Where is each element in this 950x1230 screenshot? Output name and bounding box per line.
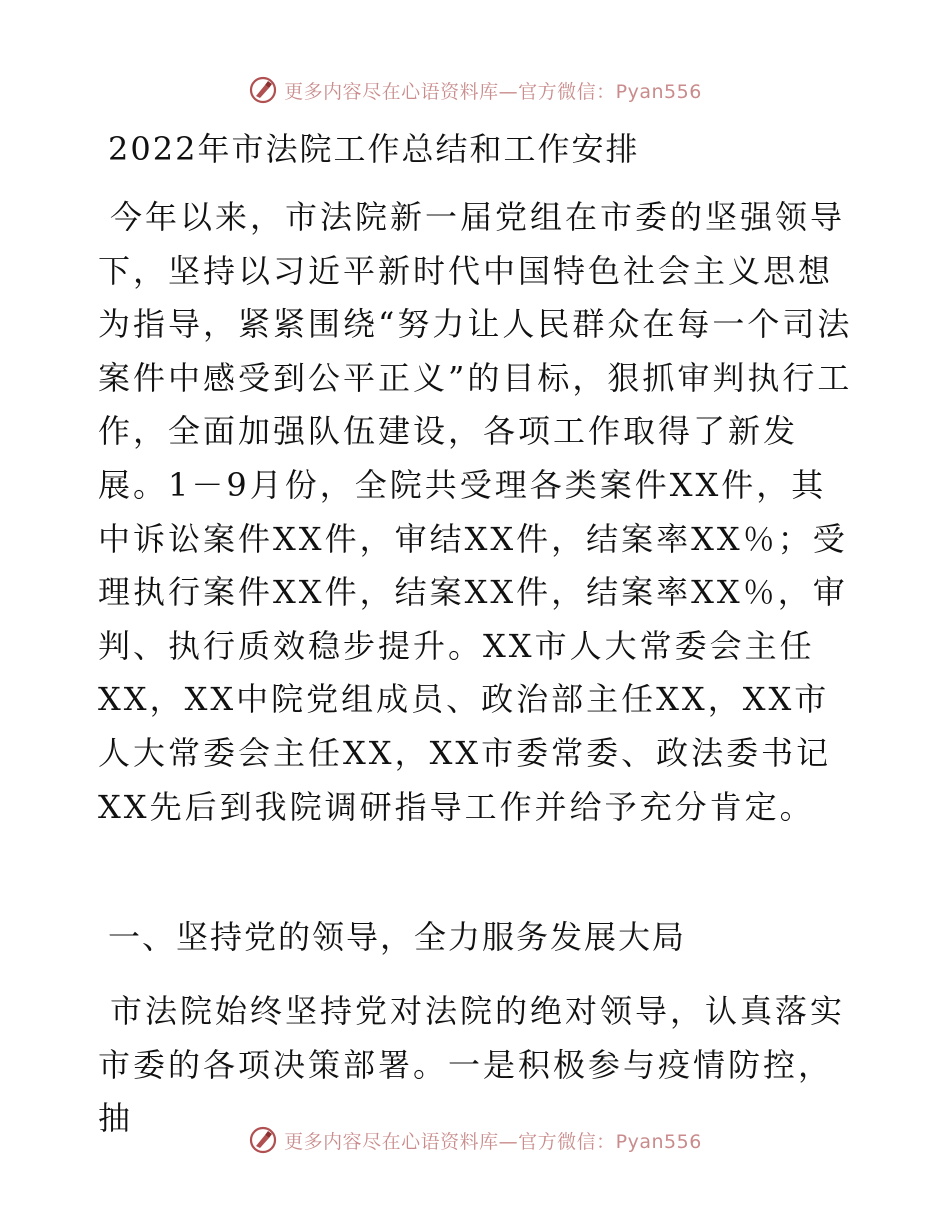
watermark-bottom: [0, 1120, 950, 1160]
watermark-top: [0, 70, 950, 110]
section-heading-1: 一、坚持党的领导，全力服务发展大局: [108, 918, 687, 956]
document-title: 2022年市法院工作总结和工作安排: [108, 130, 640, 168]
watermark-text: 更多内容尽在心语资料库—官方微信：Pyan556: [284, 80, 702, 103]
pen-nib-circle-icon: [248, 1125, 278, 1155]
paragraph-section-1: 市法院始终坚持党对法院的绝对领导，认真落实市委的各项决策部署。一是积极参与疫情防控，抽: [98, 992, 846, 1138]
watermark-text: 更多内容尽在心语资料库—官方微信：Pyan556: [284, 1130, 702, 1153]
paragraph-intro: 今年以来，市法院新一届党组在市委的坚强领导下，坚持以习近平新时代中国特色社会主义思想为指导，紧紧围绕“努力让人民群众在每一个司法案件中感受到公平正义”的目标，狠抓审判执行工作，全面加强队伍建设，各项工作取得了新发展。1－9月份，全院共受理各类案件XX件，其中诉讼案件XX件，审结XX件，结案率XX％；受理执行案件XX件，结案XX件，结案率XX％，审判、执行质效稳步提升。XX市人大常委会主任XX，XX中院党组成员、政治部主任XX，XX市人大常委会主任XX，XX市委常委、政法委书记XX先后到我院调研指导工作并给予充分肯定。: [98, 198, 853, 826]
pen-nib-circle-icon: [248, 75, 278, 105]
